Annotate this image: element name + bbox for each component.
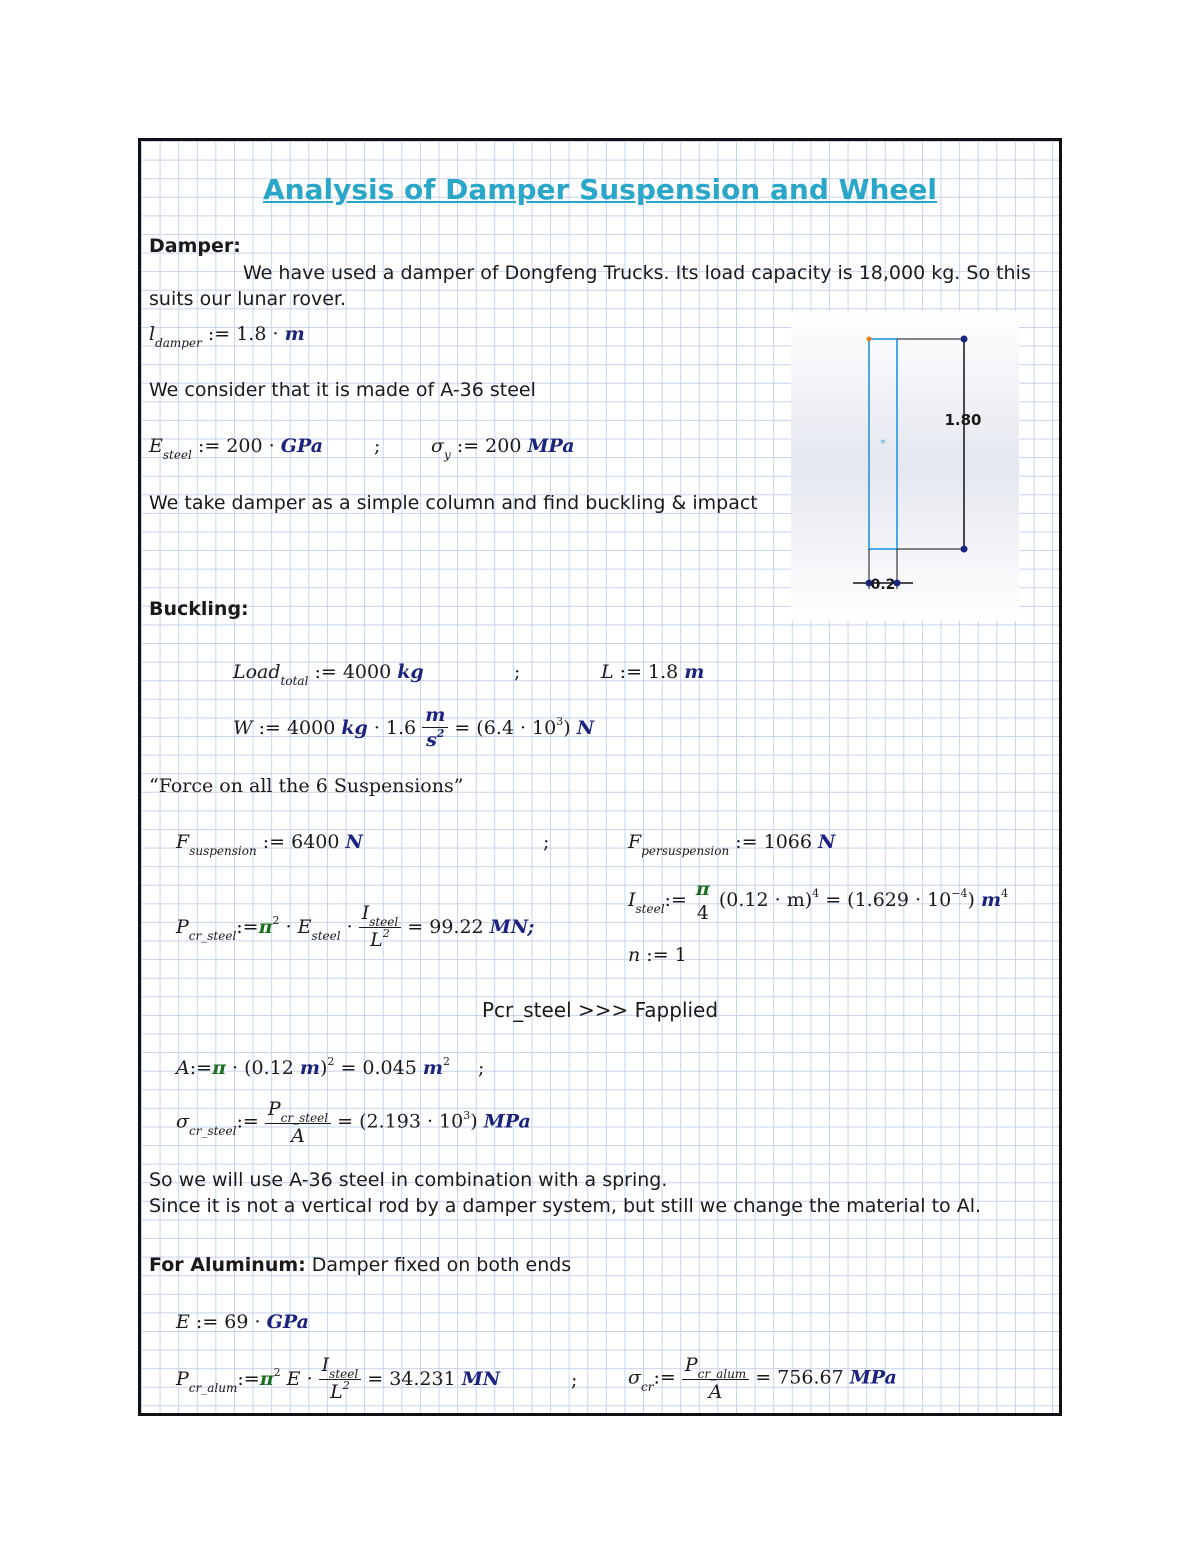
Al-P-den-var: L <box>330 1381 343 1403</box>
I-num: π <box>695 878 710 900</box>
W-result-exp: 3 <box>556 715 564 728</box>
S-fraction <box>265 1097 331 1148</box>
yield-stress-eq <box>431 435 575 462</box>
E-sub: steel <box>162 448 192 462</box>
E-var: E <box>149 435 163 457</box>
A-body-exp: 2 <box>327 1055 335 1068</box>
S-den: A <box>291 1125 305 1147</box>
Al-P-den <box>319 1380 362 1407</box>
W-result-unit: N <box>576 717 595 739</box>
Al-P-pi: π <box>259 1368 274 1390</box>
n-value: := 1 <box>646 944 687 966</box>
sigma-sub: y <box>443 448 451 462</box>
A-var: A <box>176 1057 190 1079</box>
Fps-var: F <box>628 831 642 853</box>
I-result: = (1.629 · 10 <box>825 889 952 911</box>
critical-stress-steel-eq <box>176 1097 531 1148</box>
length-dim-endpoint-bottom <box>961 546 968 553</box>
P-E: · E <box>285 916 312 938</box>
Al-P-num-sub: steel <box>329 1367 359 1381</box>
W-var: W <box>233 717 253 739</box>
Fps-value: := 1066 <box>735 831 812 853</box>
W-num: m <box>422 703 448 728</box>
weight-eq: W := 4000 kg · 1.6 $\frac{m}{s^2}$ = $(6.4 \cdot 10^3)$ N <box>233 703 594 755</box>
P-den-var: L <box>370 929 383 951</box>
sketch-background <box>791 311 1019 621</box>
separator: ; <box>374 435 381 457</box>
P-num-var: I <box>361 902 370 924</box>
S-num <box>265 1097 331 1124</box>
S-result-exp: 3 <box>463 1108 471 1122</box>
damper-heading: Damper: <box>149 235 241 257</box>
I-body-exp: 4 <box>812 887 820 900</box>
P-assign: := <box>236 916 259 938</box>
A-separator: ; <box>478 1057 485 1079</box>
P-den-exp: 2 <box>382 927 390 940</box>
conclusion-line2: Since it is not a vertical rod by a damper system, but still we change the material to Al. <box>149 1195 982 1217</box>
Al-P-var: P <box>176 1368 189 1390</box>
P-den <box>359 928 402 955</box>
l-var: l <box>149 323 156 345</box>
A-pi: π <box>212 1057 226 1079</box>
I-sub: steel <box>635 902 665 916</box>
L-unit: m <box>684 661 705 683</box>
Al-S-fraction <box>682 1353 749 1404</box>
conclusion-line1: So we will use A-36 steel in combination with a spring. <box>149 1169 668 1191</box>
Al-S-num-var: P <box>684 1354 698 1376</box>
S-sub: cr_steel <box>188 1123 237 1138</box>
moment-of-inertia-eq <box>628 877 1008 925</box>
Fs-unit: N <box>345 831 363 853</box>
A-body-unit: m <box>299 1057 320 1079</box>
I-body: (0.12 · m) <box>718 889 813 911</box>
length-eq <box>601 661 704 683</box>
Al-P-fraction <box>319 1353 362 1407</box>
l-unit: m <box>284 323 305 345</box>
W-value: := 4000 <box>258 717 336 739</box>
L-var: L <box>601 661 614 683</box>
W-den-exp: 2 <box>436 727 445 740</box>
E-value: := 200 <box>197 435 263 457</box>
critical-load-steel-eq: $P_{cr\_steel}:=\pi^2 \cdot E_{steel}$ · $\frac{I_{steel}}{L^2}$ = 99.22 MN; <box>176 901 534 955</box>
Al-S-result: = 756.67 <box>755 1366 844 1389</box>
P-result-unit: MN; <box>489 916 535 938</box>
A-assign: := <box>189 1057 213 1079</box>
load-unit: kg <box>397 661 424 683</box>
load-separator: ; <box>514 661 521 683</box>
P-num <box>359 901 402 928</box>
W-result: = (6.4 · 10 <box>454 717 557 739</box>
I-var: I <box>628 889 636 911</box>
Al-S-sub: cr <box>640 1379 654 1394</box>
Al-P-assign: := <box>237 1368 260 1390</box>
material-text: We consider that it is made of A-36 steel <box>149 379 536 401</box>
Al-S-num-sub: cr_alum <box>697 1367 747 1381</box>
P-result: = 99.22 <box>407 916 484 938</box>
Al-E-value: := 69 <box>195 1311 249 1333</box>
P-fraction <box>359 901 402 955</box>
damper-sketch <box>791 311 1019 621</box>
I-assign: := <box>664 889 687 911</box>
W-den-base: s <box>426 729 437 751</box>
Fps-unit: N <box>818 831 836 853</box>
buckling-heading: Buckling: <box>149 598 249 620</box>
P-num-sub: steel <box>369 915 399 929</box>
W-den <box>422 728 448 755</box>
sigma-unit: MPa <box>527 435 575 457</box>
origin-point <box>867 337 872 342</box>
suspension-separator: ; <box>543 831 550 853</box>
S-unit: MPa <box>483 1110 531 1133</box>
column-text: We take damper as a simple column and find buckling & impact <box>149 492 758 514</box>
A-result-exp: 2 <box>442 1055 450 1068</box>
sigma-var: σ <box>431 435 444 457</box>
I-result-close: ) <box>967 889 975 911</box>
A-result-unit: m <box>422 1057 443 1079</box>
Al-S-assign: := <box>653 1366 676 1389</box>
P-sub: cr_steel <box>188 929 237 943</box>
S-result: = (2.193 · 10 <box>337 1110 464 1133</box>
Fs-value: := 6400 <box>262 831 340 853</box>
comparison-statement: Pcr_steel >>> Fapplied <box>481 998 719 1022</box>
aluminum-heading: For Aluminum: <box>149 1254 306 1276</box>
Al-P-num <box>319 1353 362 1380</box>
I-unit-exp: 4 <box>1001 887 1009 900</box>
Al-P-den-exp: 2 <box>342 1379 350 1392</box>
width-dim-label: 0.2 <box>870 577 896 593</box>
Al-P-E: E · <box>286 1368 313 1390</box>
Fs-var: F <box>176 831 190 853</box>
Al-P-result-unit: MN <box>461 1368 501 1390</box>
W-unit1: kg <box>341 717 368 739</box>
suspension-force-eq <box>176 831 363 858</box>
Al-S-den: A <box>708 1381 723 1403</box>
n-eq <box>628 944 687 966</box>
area-eq <box>176 1057 484 1079</box>
page-title: Analysis of Damper Suspension and Wheel <box>262 173 938 206</box>
Al-S-num <box>682 1353 749 1380</box>
damper-text-line1: We have used a damper of Dongfeng Trucks. Its load capacity is 18,000 kg. So this <box>243 262 1031 284</box>
P-pi-exp: 2 <box>272 914 280 927</box>
length-dim-label: 1.80 <box>944 411 982 429</box>
aluminum-desc: Damper fixed on both ends <box>311 1254 572 1276</box>
W-result-close: ) <box>563 717 571 739</box>
A-body: · (0.12 <box>232 1057 294 1079</box>
worksheet-page <box>138 138 1062 1416</box>
L-value: := 1.8 <box>619 661 679 683</box>
I-unit: m <box>980 889 1002 911</box>
modulus-eq: $E_{steel}$ := 200 · GPa <box>149 435 324 462</box>
A-body-close: ) <box>319 1057 328 1079</box>
W-fraction <box>422 703 448 755</box>
Al-P-pi-exp: 2 <box>273 1366 281 1379</box>
E-unit: GPa <box>280 435 324 457</box>
Al-E-unit: GPa <box>266 1311 309 1333</box>
S-var: σ <box>176 1110 189 1133</box>
l-sub: damper <box>155 336 202 350</box>
length-dim-endpoint-top <box>961 336 968 343</box>
I-den: 4 <box>696 902 709 924</box>
load-eq <box>233 661 424 688</box>
Fs-sub: suspension <box>189 844 257 858</box>
load-var: Load <box>233 661 281 683</box>
sigma-value: := 200 <box>456 435 522 457</box>
I-fraction <box>693 877 713 925</box>
per-suspension-force-eq <box>628 831 836 858</box>
Al-E-var: E <box>176 1311 190 1333</box>
S-num-sub: cr_steel <box>280 1111 329 1125</box>
S-num-var: P <box>267 1098 281 1120</box>
P-E-sub: steel <box>311 929 341 943</box>
aluminum-heading-line <box>149 1254 571 1276</box>
critical-load-alum-eq <box>176 1353 500 1407</box>
P-pi: π <box>258 916 273 938</box>
Al-P-num-var: I <box>321 1354 330 1376</box>
damper-length-eq: $l_{damper}$ := 1.8 · m <box>149 323 305 350</box>
S-assign: := <box>236 1110 259 1133</box>
load-sub: total <box>280 674 309 688</box>
force-quote: “Force on all the 6 Suspensions” <box>149 775 464 797</box>
Al-P-result: = 34.231 <box>367 1368 456 1390</box>
Al-P-sub: cr_alum <box>188 1381 238 1395</box>
damper-text-line2: suits our lunar rover. <box>149 288 347 310</box>
n-var: n <box>628 944 641 966</box>
I-result-exp: −4 <box>951 887 968 900</box>
aluminum-modulus-eq: E := 69 · GPa <box>176 1311 309 1333</box>
P-var: P <box>176 916 189 938</box>
Fps-sub: persuspension <box>641 844 730 858</box>
critical-stress-alum-eq <box>628 1353 897 1404</box>
W-mult: 1.6 <box>385 717 417 739</box>
load-value: := 4000 <box>314 661 392 683</box>
aluminum-separator: ; <box>571 1369 578 1391</box>
Al-S-unit: MPa <box>849 1366 897 1389</box>
A-result: = 0.045 <box>340 1057 417 1079</box>
l-value: := 1.8 <box>207 323 267 345</box>
center-mark: * <box>880 437 886 450</box>
S-result-close: ) <box>470 1110 478 1133</box>
Al-S-var: σ <box>628 1366 641 1389</box>
